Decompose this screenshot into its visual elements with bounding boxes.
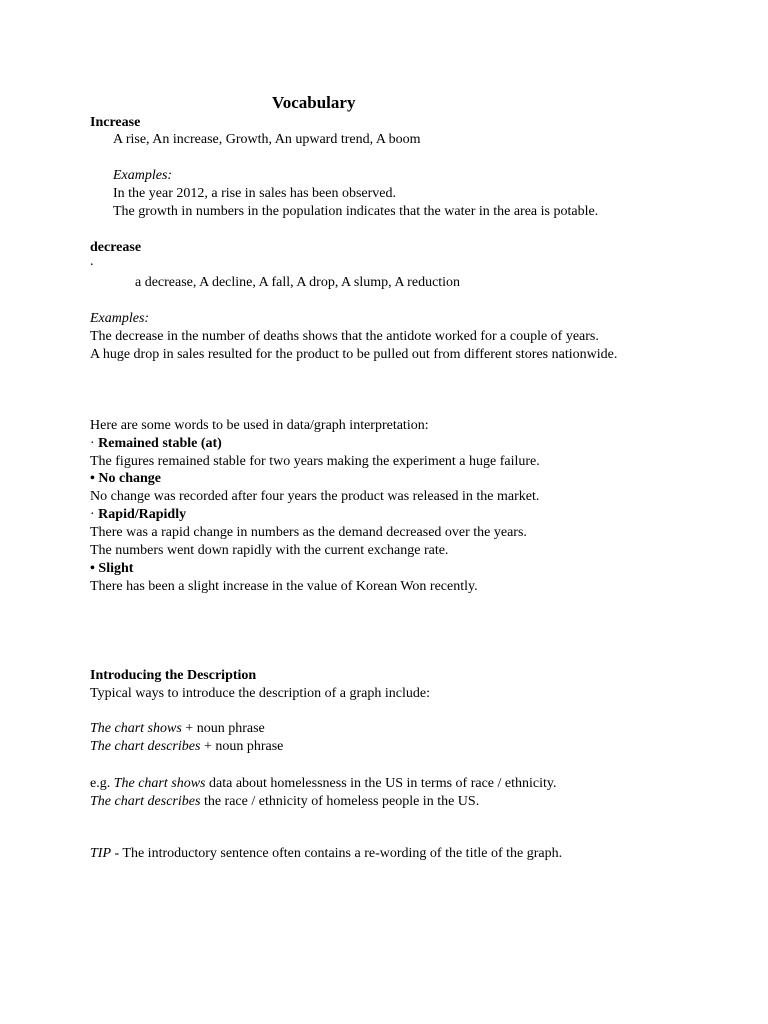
tip-text: - The introductory sentence often contains a re-wording of the title of the graph. bbox=[111, 846, 563, 861]
intro-subtitle: Typical ways to introduce the description of a graph include: bbox=[90, 686, 430, 701]
decrease-examples-label: Examples: bbox=[90, 311, 150, 326]
bullet: • bbox=[90, 471, 95, 486]
bullet: • bbox=[90, 561, 95, 576]
term-example: The numbers went down rapidly with the current exchange rate. bbox=[90, 543, 449, 558]
increase-examples-label: Examples: bbox=[113, 168, 173, 183]
example-rest: data about homelessness in the US in terms of race / ethnicity. bbox=[205, 776, 557, 791]
pattern-rest: + noun phrase bbox=[181, 721, 265, 736]
increase-example: The growth in numbers in the population indicates that the water in the area is potable. bbox=[113, 204, 599, 219]
pattern-rest: + noun phrase bbox=[200, 739, 284, 754]
words-intro: Here are some words to be used in data/graph interpretation: bbox=[90, 418, 429, 433]
example-line bbox=[90, 775, 556, 793]
term-item bbox=[90, 435, 222, 453]
term-example: There has been a slight increase in the value of Korean Won recently. bbox=[90, 579, 478, 594]
decrease-example: A huge drop in sales resulted for the product to be pulled out from different stores nationwide. bbox=[90, 347, 618, 362]
pattern-phrase: The chart shows bbox=[90, 721, 182, 736]
increase-heading: Increase bbox=[90, 115, 141, 130]
term-item bbox=[90, 506, 186, 524]
pattern-line bbox=[90, 720, 265, 738]
pattern-phrase: The chart describes bbox=[90, 739, 201, 754]
term-label: Slight bbox=[98, 561, 134, 576]
tip-line bbox=[90, 845, 562, 863]
decrease-synonyms: a decrease, A decline, A fall, A drop, A slump, A reduction bbox=[135, 275, 461, 290]
example-rest: the race / ethnicity of homeless people in the US. bbox=[200, 794, 480, 809]
page-title: Vocabulary bbox=[272, 93, 356, 112]
intro-heading: Introducing the Description bbox=[90, 668, 257, 683]
increase-synonyms: A rise, An increase, Growth, An upward trend, A boom bbox=[113, 132, 421, 147]
decrease-dot: . bbox=[90, 254, 94, 269]
term-label: Rapid/Rapidly bbox=[98, 507, 187, 522]
decrease-example: The decrease in the number of deaths shows that the antidote worked for a couple of years. bbox=[90, 329, 599, 344]
example-phrase: The chart shows bbox=[113, 776, 206, 791]
term-label: Remained stable (at) bbox=[98, 436, 222, 451]
term-item bbox=[90, 560, 133, 578]
decrease-heading: decrease bbox=[90, 240, 142, 255]
term-example: The figures remained stable for two years making the experiment a huge failure. bbox=[90, 454, 540, 469]
term-example: There was a rapid change in numbers as the demand decreased over the years. bbox=[90, 525, 527, 540]
tip-label: TIP bbox=[90, 846, 111, 861]
increase-example: In the year 2012, a rise in sales has been observed. bbox=[113, 186, 397, 201]
bullet: · bbox=[90, 436, 95, 451]
pattern-line bbox=[90, 738, 283, 756]
term-item bbox=[90, 470, 161, 488]
term-example: No change was recorded after four years the product was released in the market. bbox=[90, 489, 540, 504]
eg-prefix: e.g. bbox=[90, 776, 114, 791]
term-label: No change bbox=[98, 471, 162, 486]
example-phrase: The chart describes bbox=[90, 794, 201, 809]
bullet: · bbox=[90, 507, 95, 522]
example-line bbox=[90, 793, 479, 811]
